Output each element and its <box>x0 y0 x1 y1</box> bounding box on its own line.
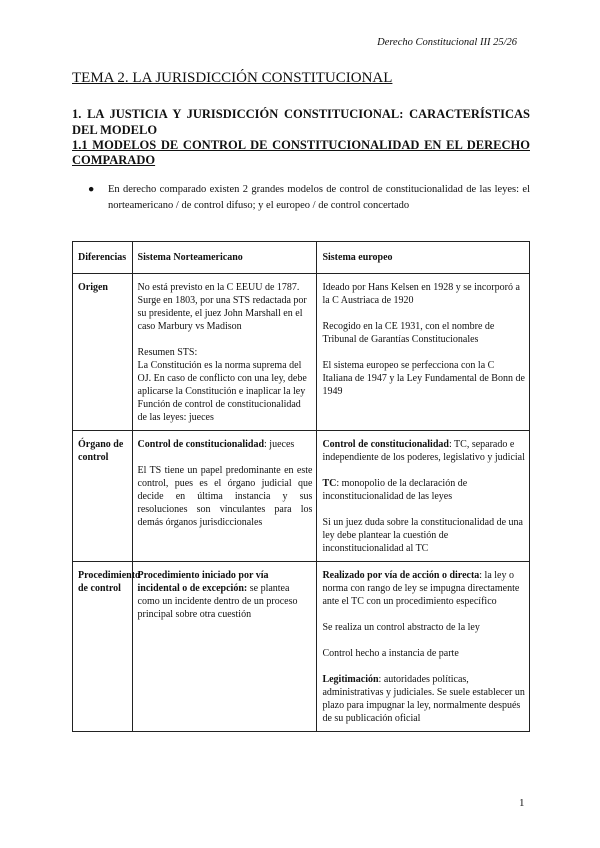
term-text: se plantea como un incidente dentro de un proceso principal sobre otra cuestión <box>137 583 298 620</box>
cell-origen-north-american <box>132 274 317 431</box>
comparison-table <box>72 241 530 732</box>
cell-paragraph: El TS tiene un papel predominante en este control, pues es el órgano judicial que decide en última instancia y sus resoluciones son vinculantes para los demás órganos jurisdiccionales <box>137 465 313 528</box>
bullet-icon: ● <box>88 184 95 195</box>
cell-paragraph <box>322 569 525 608</box>
list-item <box>72 182 530 214</box>
bold-term: Control de constitucionalidad <box>322 439 449 450</box>
cell-paragraph: El sistema europeo se perfecciona con la C Italiana de 1947 y la Ley Fundamental de Bonn de 1949 <box>322 360 525 397</box>
header-differences: Diferencias <box>73 242 133 274</box>
page-number: 1 <box>519 797 525 809</box>
cell-paragraph: Se realiza un control abstracto de la ley <box>322 622 480 633</box>
cell-paragraph: Recogido en la CE 1931, con el nombre de Tribunal de Garantías Constitucionales <box>322 321 495 345</box>
table-header-row <box>73 242 530 274</box>
header-european: Sistema europeo <box>317 242 530 274</box>
cell-paragraph <box>138 346 313 424</box>
section-heading: 1. LA JUSTICIA Y JURISDICCIÓN CONSTITUCIONAL: CARACTERÍSTICAS DEL MODELO <box>72 107 530 137</box>
cell-procedimiento-north-american <box>132 562 317 732</box>
summary-text: La Constitución es la norma suprema del OJ. En caso de conflicto con una ley, debe aplicarse la Constitución e inaplicar la ley <box>137 360 307 397</box>
bold-term: Control de constitucionalidad <box>137 439 265 450</box>
cell-organo-european <box>317 431 530 562</box>
cell-paragraph <box>322 673 525 725</box>
cell-origen-european <box>317 274 530 431</box>
row-label-origen: Origen <box>73 274 133 431</box>
table-row-procedimiento <box>73 562 530 732</box>
row-label-procedimiento: Procedimiento de control <box>73 562 133 732</box>
term-text: : jueces <box>264 439 295 450</box>
summary-function: Función de control de constitucionalidad de las leyes: jueces <box>137 399 301 423</box>
cell-paragraph: Si un juez duda sobre la constitucionalidad de una ley debe plantear la cuestión de inconstitucionalidad al TC <box>322 517 523 554</box>
cell-paragraph <box>138 569 313 621</box>
term-text: : TC, separado e independiente de los poderes, legislativo y judicial <box>322 439 525 463</box>
term-text: : autoridades políticas, administrativas y judiciales. Se suele establecer un plazo para impugnar la ley, normalmente después de su publicación oficial <box>322 674 525 724</box>
bold-term: TC <box>322 478 337 489</box>
subsection-heading: 1.1 MODELOS DE CONTROL DE CONSTITUCIONALIDAD EN EL DERECHO COMPARADO <box>72 138 530 167</box>
bold-term: Procedimiento iniciado por vía incidental o de excepción: <box>137 570 269 594</box>
cell-paragraph: Ideado por Hans Kelsen en 1928 y se incorporó a la C Austriaca de 1920 <box>322 282 520 306</box>
term-text: : monopolio de la declaración de inconstitucionalidad de las leyes <box>322 478 468 502</box>
page-header: Derecho Constitucional III 25/26 <box>377 37 517 48</box>
cell-organo-north-american <box>132 431 317 562</box>
bold-term: Realizado por vía de acción o directa <box>322 570 480 581</box>
cell-paragraph: Control hecho a instancia de parte <box>322 648 459 659</box>
table-row-origen <box>73 274 530 431</box>
bullet-text: En derecho comparado existen 2 grandes modelos de control de constitucionalidad de las leyes: el norteamericano / de control difuso; y el europeo / de control concertado <box>108 184 530 211</box>
document-title: TEMA 2. LA JURISDICCIÓN CONSTITUCIONAL <box>72 70 393 86</box>
bullet-list <box>72 182 530 214</box>
cell-paragraph <box>322 477 525 503</box>
cell-procedimiento-european <box>317 562 530 732</box>
cell-paragraph <box>138 438 313 451</box>
row-label-organo: Órgano de control <box>73 431 133 562</box>
cell-paragraph <box>322 438 525 464</box>
term-text: : la ley o norma con rango de ley se impugna directamente ante el TC con un procedimiento específico <box>322 570 520 607</box>
header-north-american: Sistema Norteamericano <box>132 242 317 274</box>
bold-term: Legitimación <box>322 674 379 685</box>
table-row-organo <box>73 431 530 562</box>
cell-paragraph: No está previsto en la C EEUU de 1787. Surge en 1803, por una STS redactada por su presidente, el juez John Marshall en el caso Marbury vs Madison <box>137 282 307 332</box>
summary-title: Resumen STS: <box>137 347 198 358</box>
